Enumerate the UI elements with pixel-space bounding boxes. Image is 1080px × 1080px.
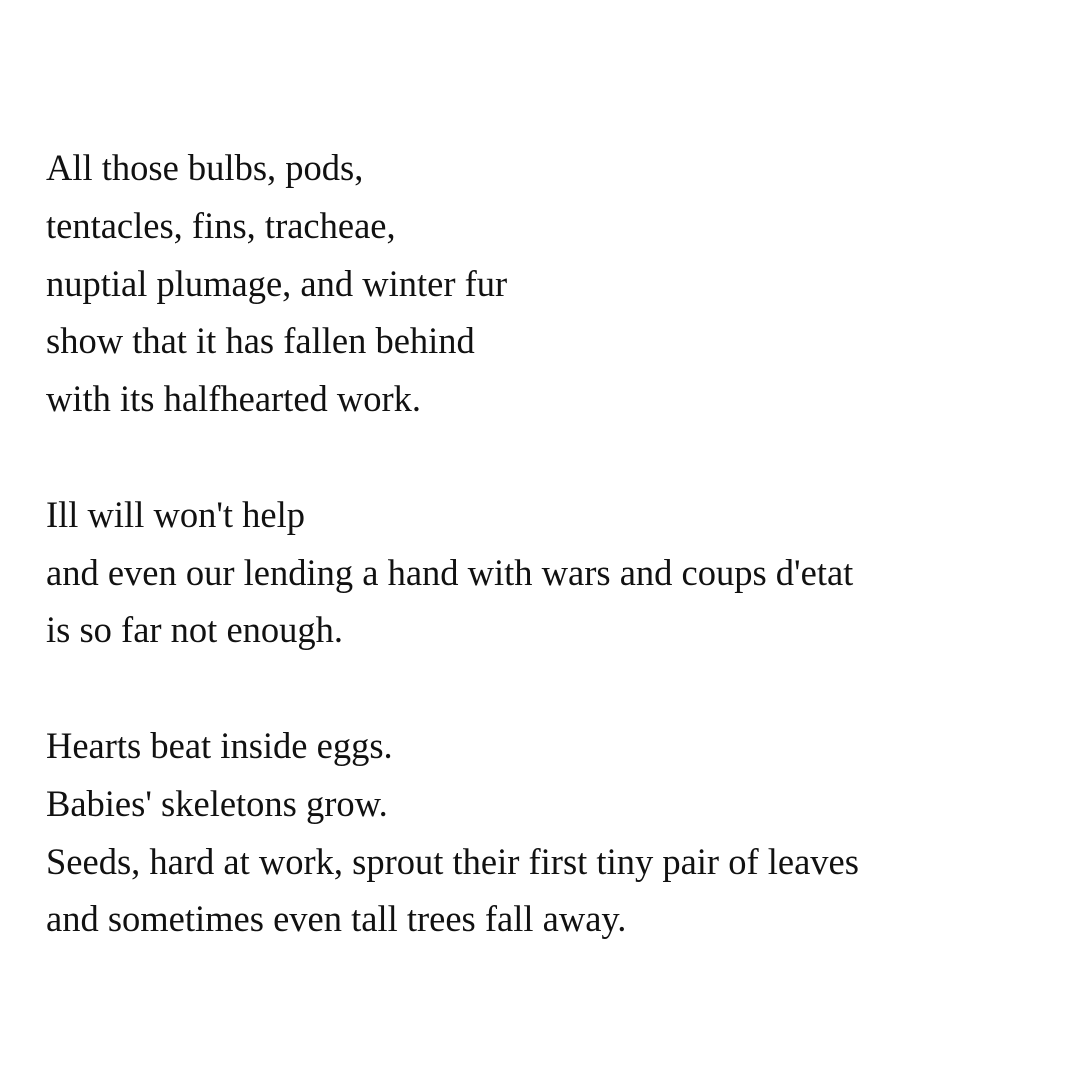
poem-line: and sometimes even tall trees fall away.: [46, 898, 627, 940]
poem-line: and even our lending a hand with wars and coups d'etat: [46, 551, 854, 593]
stanza-1: [46, 139, 1056, 428]
poem-line: show that it has fallen behind: [46, 320, 475, 362]
poem-line: Hearts beat inside eggs.: [46, 724, 393, 766]
poem-line: All those bulbs, pods,: [46, 147, 364, 188]
poem-line: Seeds, hard at work, sprout their first tiny pair of leaves: [46, 840, 859, 882]
stanza-3: [46, 717, 1056, 948]
stanza-2: [46, 486, 1056, 659]
poem-line: Ill will won't help: [46, 493, 306, 535]
poem-line: tentacles, fins, tracheae,: [46, 204, 396, 246]
poem-line: nuptial plumage, and winter fur: [46, 262, 508, 304]
poem-text: [46, 139, 1056, 948]
poem-line: Babies' skeletons grow.: [46, 782, 388, 824]
poem-line: with its halfhearted work.: [46, 378, 422, 420]
poem-line: is so far not enough.: [46, 609, 344, 651]
